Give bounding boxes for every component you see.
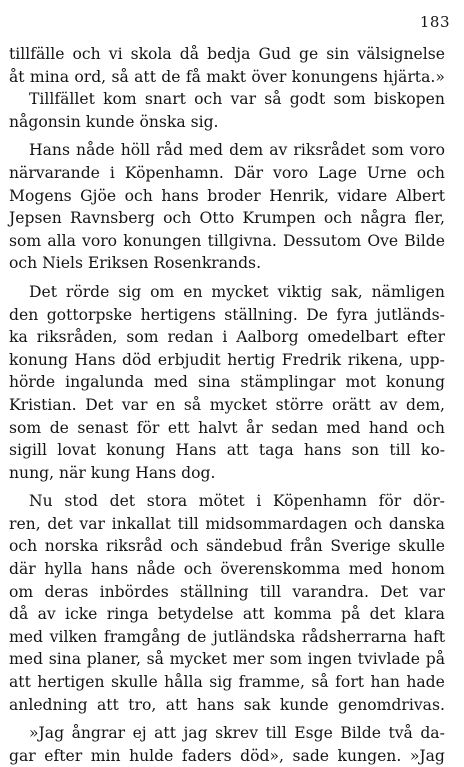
word: sina [197, 373, 231, 392]
word: efter [407, 328, 445, 347]
word: taga [258, 441, 294, 460]
word: hans [161, 186, 199, 205]
word: jutländska [213, 627, 296, 646]
word: Ove [367, 231, 399, 250]
word: av [269, 141, 288, 160]
word: sin [326, 45, 350, 63]
word: med [326, 418, 361, 437]
word: fler, [414, 209, 445, 228]
word: voro [273, 163, 309, 182]
word: Köpenhamn. [124, 163, 224, 182]
word: Det [380, 582, 409, 601]
word: rörde [65, 282, 110, 301]
word: dem, [406, 395, 445, 414]
word: så [111, 67, 129, 86]
word: kungen. [337, 746, 402, 765]
word: som [9, 231, 42, 250]
word: Köpenhamn [272, 492, 367, 511]
word: Fredrik [281, 350, 342, 369]
word: Urne [366, 163, 407, 182]
word: bedja [207, 45, 251, 63]
word: och [124, 186, 153, 205]
text-line [9, 371, 445, 394]
word: ej [132, 724, 147, 743]
word: överenskomma [220, 560, 341, 579]
word: i [256, 492, 262, 511]
word: Gjöe [80, 186, 117, 205]
word: Sverige [330, 537, 391, 556]
word: Ravnsberg [69, 209, 155, 228]
word: nåde [136, 560, 176, 579]
word: rikena, [347, 350, 404, 369]
word: och [323, 209, 353, 228]
word: son [351, 441, 380, 460]
word: de [161, 67, 181, 86]
word: så [183, 395, 202, 414]
word: faders [181, 746, 232, 765]
word: tillfälle [9, 45, 65, 63]
word: inkallat [111, 514, 171, 533]
word: över [251, 67, 287, 86]
text-line: och Niels Eriksen Rosenkrands. [9, 254, 262, 273]
word: hertig [227, 350, 276, 369]
word: närvarande [9, 163, 100, 182]
word: framgång [103, 627, 181, 646]
text-line [9, 66, 445, 89]
word: Hans [29, 141, 70, 160]
word: skola [130, 45, 172, 63]
word: för [378, 492, 402, 511]
text-line [9, 648, 445, 671]
word: på [425, 650, 445, 669]
word: ingalunda [65, 373, 144, 392]
word: sak [243, 695, 271, 714]
word: orätt [332, 395, 371, 414]
word: konung [386, 373, 445, 392]
word: mycket [211, 282, 269, 301]
word: där [9, 560, 36, 579]
word: var [419, 582, 445, 601]
word: anledning [9, 695, 88, 714]
text-line: någonsin kunde önska sig. [9, 112, 219, 131]
word: voro [409, 141, 445, 160]
word: om [150, 282, 175, 301]
text-line [9, 671, 445, 694]
text-line [9, 626, 445, 649]
word: död», [240, 746, 284, 765]
word: mot [345, 373, 376, 392]
word: hans [90, 560, 129, 579]
word: att [242, 605, 265, 624]
text-line [9, 162, 445, 185]
word: Bilde [340, 724, 381, 743]
word: det [369, 605, 396, 624]
word: av [379, 395, 398, 414]
text-line [9, 394, 445, 417]
text-line [9, 43, 445, 66]
word: haft [413, 627, 445, 646]
text-line [9, 694, 445, 717]
word: Lage [318, 163, 357, 182]
word: med [9, 627, 43, 646]
word: viktig [277, 282, 323, 301]
word: så [264, 90, 282, 109]
word: norska [44, 537, 99, 556]
word: skulle [398, 537, 445, 556]
word: godt [289, 90, 326, 109]
word: konung [9, 350, 68, 369]
word: hålla [164, 673, 203, 692]
word: till [259, 582, 282, 601]
word: ren, [9, 514, 41, 533]
word: i [222, 328, 228, 347]
word: ställning [179, 582, 249, 601]
word: det [47, 514, 73, 533]
word: ställning. [224, 305, 298, 324]
text-line [9, 281, 445, 304]
text-line [9, 139, 445, 162]
word: Henrik, [269, 186, 329, 205]
text-line [9, 722, 445, 745]
word: att [9, 673, 31, 692]
body-text [9, 43, 445, 767]
word: mycket [209, 395, 268, 414]
word: ringa [106, 605, 149, 624]
word: framme, [238, 673, 305, 692]
word: då [9, 605, 29, 624]
word: några [360, 209, 407, 228]
word: som [126, 328, 159, 347]
word: riksrådet [293, 141, 366, 160]
word: min [90, 746, 121, 765]
word: då [179, 45, 200, 63]
word: råd [156, 141, 183, 160]
word: som [9, 418, 42, 437]
word: hand [368, 418, 409, 437]
word: med [153, 373, 188, 392]
word: konung [106, 441, 166, 460]
word: att [134, 67, 156, 86]
word: och [194, 90, 223, 109]
word: och [416, 163, 445, 182]
word: betydelse [157, 605, 234, 624]
word: hulde [129, 746, 174, 765]
word: hylla [44, 560, 83, 579]
word: midsommardagen [205, 514, 348, 533]
word: senast [77, 418, 129, 437]
word: till [265, 724, 287, 743]
word: halvt [198, 418, 238, 437]
word: och [72, 45, 101, 63]
word: »Jag [409, 746, 445, 765]
word: hörde [9, 373, 56, 392]
word: biskopen [373, 90, 445, 109]
word: och [163, 209, 192, 228]
word: vidare [337, 186, 388, 205]
word: sig [209, 673, 233, 692]
word: riksråd [106, 537, 163, 556]
word: år [246, 418, 263, 437]
word: omedelbart [307, 328, 399, 347]
word: skulle [110, 673, 158, 692]
word: från [290, 537, 323, 556]
word: död [122, 350, 152, 369]
word: av [37, 605, 56, 624]
word: åt [9, 67, 25, 86]
word: med [189, 141, 224, 160]
word: kom [103, 90, 137, 109]
word: var [230, 90, 257, 109]
word: att [154, 724, 176, 743]
text-line [9, 439, 445, 462]
word: upp- [409, 350, 445, 369]
word: konungen [123, 231, 202, 250]
word: konungens [291, 67, 378, 86]
word: ka [9, 328, 28, 347]
word: som [333, 90, 366, 109]
word: Dessutom [282, 231, 362, 250]
word: Där [233, 163, 264, 182]
word: riksråden, [36, 328, 118, 347]
text-line: nung, när kung Hans dog. [9, 463, 216, 482]
word: rådsherrarna [301, 627, 407, 646]
word: inbördes [99, 582, 169, 601]
word: hade [406, 673, 445, 692]
word: en [183, 282, 203, 301]
word: Nu [29, 492, 53, 511]
word: broder [207, 186, 261, 205]
text-line [9, 745, 445, 767]
word: De [306, 305, 328, 324]
word: hertigens [140, 305, 216, 324]
word: Jepsen [9, 209, 62, 228]
word: en [156, 395, 176, 414]
word: snart [144, 90, 186, 109]
word: alla [47, 231, 76, 250]
word: sak, [330, 282, 363, 301]
word: på [341, 605, 361, 624]
word: sina [48, 650, 82, 669]
word: stämplingar [240, 373, 336, 392]
word: till [389, 441, 411, 460]
word: makt [206, 67, 247, 86]
word: att [226, 441, 249, 460]
text-line [9, 535, 445, 558]
word: Hans [175, 441, 217, 460]
word: för [136, 418, 160, 437]
word: stod [64, 492, 98, 511]
word: jag [183, 724, 208, 743]
word: välsignelse [357, 45, 445, 63]
word: tillgivna. [207, 231, 277, 250]
word: med [9, 650, 43, 669]
word: dör- [412, 492, 445, 511]
word: deras [44, 582, 89, 601]
word: icke [65, 605, 98, 624]
word: höll [120, 141, 151, 160]
word: och [416, 418, 445, 437]
text-line [9, 513, 445, 536]
word: Krumpen [242, 209, 316, 228]
word: ge [299, 45, 319, 63]
word: Hans [74, 350, 116, 369]
word: var [79, 514, 105, 533]
word: ord, [74, 67, 107, 86]
word: till [177, 514, 199, 533]
word: komma [274, 605, 332, 624]
word: det [109, 492, 136, 511]
word: sig [118, 282, 142, 301]
text-line [9, 230, 445, 253]
word: Otto [199, 209, 235, 228]
word: de [49, 418, 69, 437]
word: nämligen [371, 282, 445, 301]
word: ko- [420, 441, 445, 460]
word: den [9, 305, 39, 324]
text-line [9, 558, 445, 581]
word: fyra [336, 305, 368, 324]
word: ångrar [71, 724, 126, 743]
word: sigill [9, 441, 47, 460]
word: Esge [294, 724, 333, 743]
word: få [185, 67, 201, 86]
word: om [9, 582, 34, 601]
word: gar [9, 746, 36, 765]
text-line [9, 349, 445, 372]
word: att [165, 695, 188, 714]
word: efter [44, 746, 83, 765]
word: som [371, 141, 404, 160]
word: jutländs- [376, 305, 445, 324]
word: honom [391, 560, 445, 579]
word: da- [420, 724, 445, 743]
word: och [354, 514, 383, 533]
word: redan [167, 328, 214, 347]
word: mina [29, 67, 70, 86]
word: ett [167, 418, 190, 437]
word: tvivlade [357, 650, 421, 669]
word: gottorpske [46, 305, 133, 324]
word: Det [29, 282, 57, 301]
word: och [170, 537, 199, 556]
word: nåde [76, 141, 115, 160]
word: varandra. [292, 582, 369, 601]
word: de [187, 627, 207, 646]
word: Det [85, 395, 114, 414]
word: så [146, 650, 164, 669]
word: större [275, 395, 324, 414]
word: genomdrivas. [337, 695, 445, 714]
word: mer [232, 650, 265, 669]
word: tro, [128, 695, 157, 714]
word: Tillfället [29, 90, 95, 109]
word: Bilde [404, 231, 445, 250]
word: lovat [57, 441, 96, 460]
word: hjärta.» [383, 67, 445, 86]
word: stora [146, 492, 188, 511]
word: i [109, 163, 115, 182]
word: mycket [169, 650, 227, 669]
word: och [9, 537, 38, 556]
text-line [9, 207, 445, 230]
word: vi [108, 45, 123, 63]
page-number: 183 [419, 13, 450, 31]
word: var [121, 395, 148, 414]
word: kunde [279, 695, 329, 714]
word: ingen [307, 650, 352, 669]
word: planer, [86, 650, 141, 669]
text-line [9, 603, 445, 626]
word: Mogens [9, 186, 72, 205]
word: Albert [395, 186, 445, 205]
word: två [388, 724, 413, 743]
text-line [9, 185, 445, 208]
word: voro [82, 231, 118, 250]
word: som [269, 650, 302, 669]
word: att [96, 695, 119, 714]
word: hertigen [37, 673, 105, 692]
text-line [9, 581, 445, 604]
word: »Jag [29, 724, 65, 743]
text-line [9, 304, 445, 327]
word: han [370, 673, 400, 692]
text-line [9, 326, 445, 349]
word: danska [388, 514, 445, 533]
word: och [183, 560, 212, 579]
word: Aalborg [236, 328, 299, 347]
text-line [9, 417, 445, 440]
word: sändebud [206, 537, 283, 556]
word: så [311, 673, 329, 692]
word: Kristian. [9, 395, 77, 414]
word: sedan [271, 418, 318, 437]
text-line [9, 88, 445, 111]
word: erbjudit [157, 350, 221, 369]
word: hans [303, 441, 342, 460]
word: med [348, 560, 383, 579]
word: sade [292, 746, 330, 765]
word: Gud [258, 45, 291, 63]
text-line [9, 490, 445, 513]
word: fort [335, 673, 365, 692]
word: dem [229, 141, 264, 160]
word: vilken [49, 627, 98, 646]
word: skrev [215, 724, 259, 743]
word: klara [404, 605, 445, 624]
word: mötet [198, 492, 245, 511]
word: hans [196, 695, 235, 714]
